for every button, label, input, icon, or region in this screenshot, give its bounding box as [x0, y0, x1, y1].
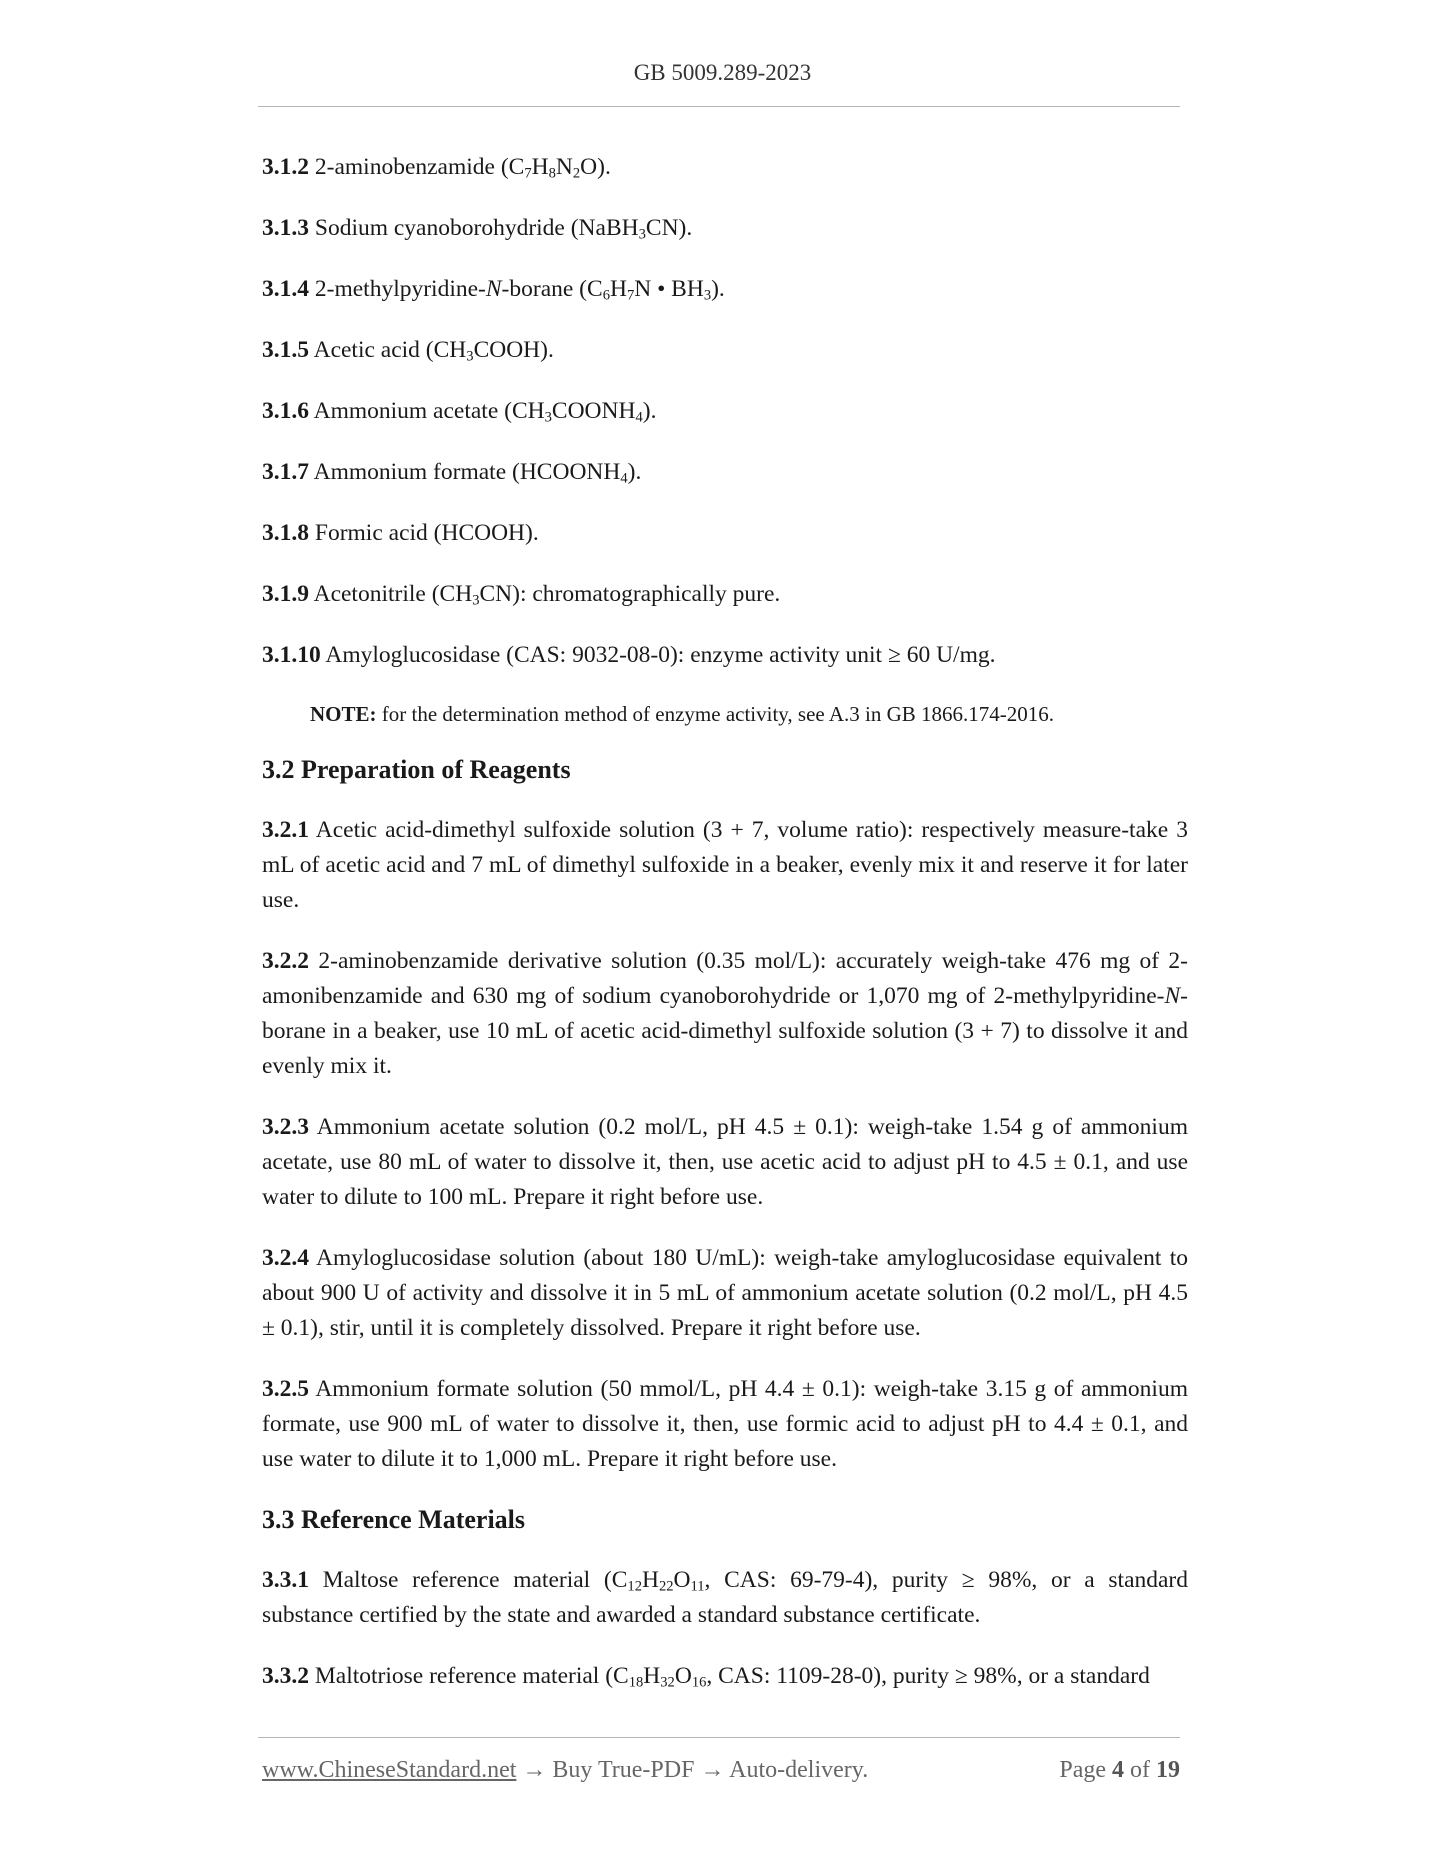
para-3-3-2: 3.3.2 Maltotriose reference material ($C_{18}H_{32}O_{16}$, CAS: 1109-28-0), purity ≥ 98%, or a standard	[262, 1663, 1150, 1691]
item-3-1-2: 3.1.2 2-aminobenzamide $(C_7H_8N_2O)$.	[262, 154, 611, 182]
site-link[interactable]: www.ChineseStandard.net	[262, 1757, 517, 1783]
document-body	[262, 150, 1188, 1720]
para-3-2-1: 3.2.1 Acetic acid-dimethyl sulfoxide solution (3 + 7, volume ratio): respectively measure-take 3 mL of acetic acid and 7 mL of dimethyl sulfoxide in a beaker, evenly mix it and reserve it for later use.	[262, 817, 1188, 913]
heading-3-3: 3.3 Reference Materials	[262, 1505, 526, 1534]
item-3-1-9: 3.1.9 Acetonitrile $(CH_3CN)$: chromatographically pure.	[262, 581, 781, 609]
item-3-1-10: 3.1.10 Amyloglucosidase (CAS: 9032-08-0): enzyme activity unit ≥ 60 U/mg.	[262, 642, 996, 668]
footer-divider	[258, 1737, 1180, 1738]
page-footer	[262, 1757, 1180, 1784]
arrow-icon: →	[700, 1757, 725, 1783]
item-3-1-8: 3.1.8 Formic acid (HCOOH).	[262, 520, 539, 546]
item-3-1-6: 3.1.6 Ammonium acetate $(CH_3COONH_4)$.	[262, 398, 657, 426]
para-3-2-3: 3.2.3 Ammonium acetate solution (0.2 mol/L, pH 4.5 ± 0.1): weigh-take 1.54 g of ammonium acetate, use 80 mL of water to dissolve it, then, use acetic acid to adjust pH to 4.5 ± 0.1, and use water to dilute to 100 mL. Prepare it right before use.	[262, 1114, 1188, 1210]
para-3-2-4: 3.2.4 Amyloglucosidase solution (about 180 U/mL): weigh-take amyloglucosidase equivalent to about 900 U of activity and dissolve it in 5 mL of ammonium acetate solution (0.2 mol/L, pH 4.5 ± 0.1), stir, until it is completely dissolved. Prepare it right before use.	[262, 1245, 1188, 1341]
arrow-icon: →	[522, 1757, 547, 1783]
page-header: GB 5009.289-2023	[633, 60, 812, 85]
item-3-1-4: 3.1.4 2-methylpyridine-N-borane ($C_6H_7N$ • $BH_3$).	[262, 276, 725, 304]
heading-3-2: 3.2 Preparation of Reagents	[262, 755, 571, 784]
note: NOTE: for the determination method of enzyme activity, see A.3 in GB 1866.174-2016.	[310, 702, 1055, 726]
item-3-1-7: 3.1.7 Ammonium formate $(HCOONH_4)$.	[262, 459, 642, 487]
buy-true-pdf-text: Buy True-PDF	[552, 1757, 695, 1783]
auto-delivery-text: Auto-delivery.	[729, 1757, 869, 1783]
para-3-2-5: 3.2.5 Ammonium formate solution (50 mmol/L, pH 4.4 ± 0.1): weigh-take 3.15 g of ammonium formate, use 900 mL of water to dissolve it, then, use formic acid to adjust pH to 4.4 ± 0.1, and use water to dilute it to 1,000 mL. Prepare it right before use.	[262, 1376, 1188, 1472]
page-number: Page 4 of 19	[1059, 1757, 1180, 1783]
item-3-1-3: 3.1.3 Sodium cyanoborohydride (NaBH$_3$CN).	[262, 215, 693, 243]
item-3-1-5: 3.1.5 Acetic acid $(CH_3COOH)$.	[262, 337, 554, 365]
para-3-2-2: 3.2.2 2-aminobenzamide derivative solution (0.35 mol/L): accurately weigh-take 476 mg of 2-amonibenzamide and 630 mg of sodium cyanoborohydride or 1,070 mg of 2-methylpyridine-N-borane in a beaker, use 10 mL of acetic acid-dimethyl sulfoxide solution (3 + 7) to dissolve it and evenly mix it.	[262, 948, 1189, 1079]
header-divider	[258, 106, 1180, 107]
para-3-3-1: 3.3.1 Maltose reference material ($C_{12}H_{22}O_{11}$, CAS: 69-79-4), purity ≥ 98%, or a standard substance certified by the state and awarded a standard substance certificate.	[262, 1567, 1189, 1628]
